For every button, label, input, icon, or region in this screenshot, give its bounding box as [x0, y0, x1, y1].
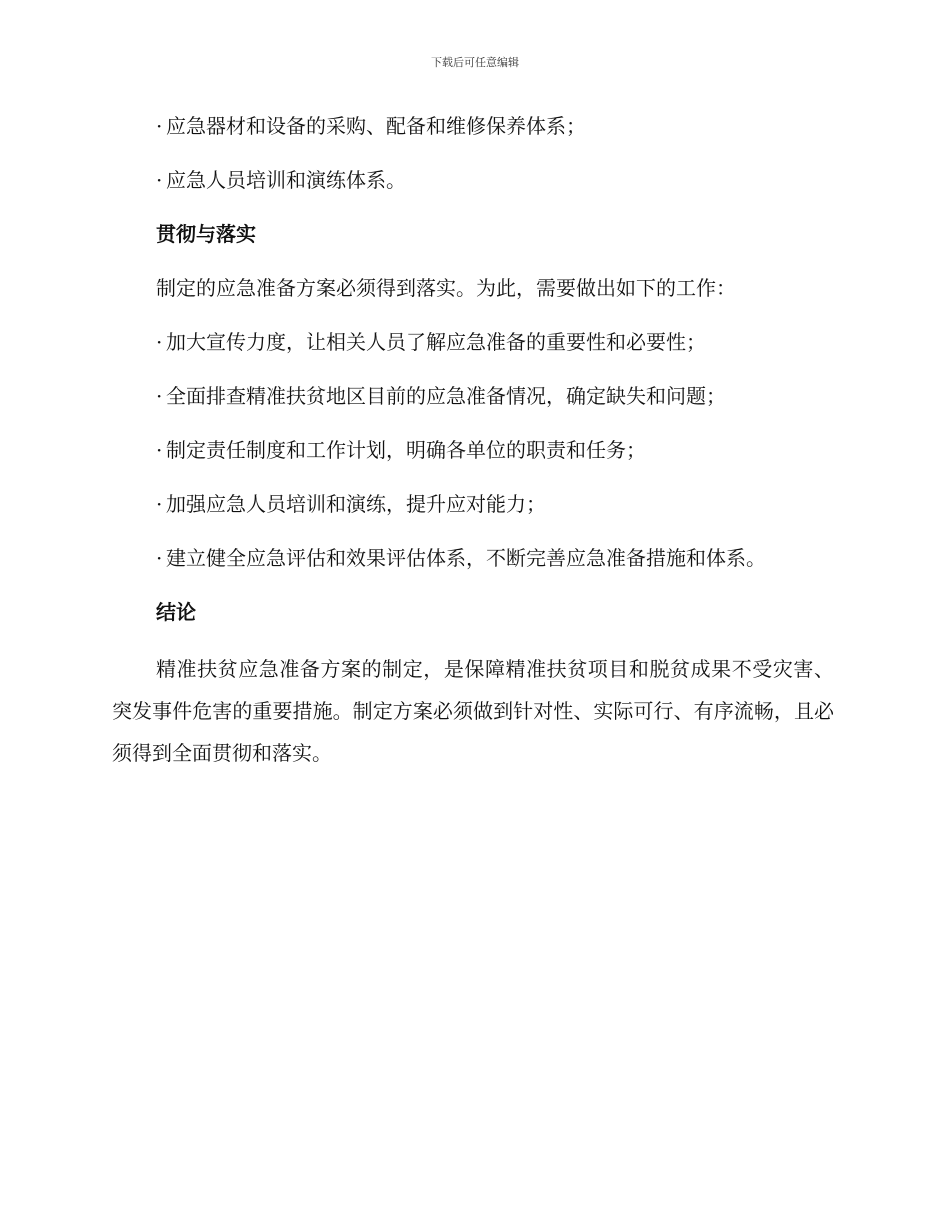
list-item [112, 378, 834, 414]
list-item-text: 加大宣传力度，让相关人员了解应急准备的重要性和必要性； [166, 330, 706, 354]
bullet-symbol: · [156, 546, 163, 570]
section-intro-paragraph: 制定的应急准备方案必须得到落实。为此，需要做出如下的工作： [156, 276, 736, 300]
bullet-symbol: · [156, 438, 163, 462]
list-item [112, 540, 834, 576]
bullet-symbol: · [156, 330, 163, 354]
list-item [112, 324, 834, 360]
list-item-text: 应急人员培训和演练体系。 [166, 168, 406, 192]
list-item [112, 162, 834, 198]
page-header-note: 下载后可任意编辑 [431, 56, 519, 69]
list-item-text: 制定责任制度和工作计划，明确各单位的职责和任务； [166, 438, 646, 462]
list-item-text: 全面排查精准扶贫地区目前的应急准备情况，确定缺失和问题； [166, 384, 726, 408]
list-item [112, 486, 834, 522]
list-item-text: 应急器材和设备的采购、配备和维修保养体系； [166, 114, 586, 138]
section-heading-implementation: 贯彻与落实 [156, 222, 256, 246]
document-body [112, 108, 834, 774]
list-item [112, 432, 834, 468]
conclusion-paragraph: 精准扶贫应急准备方案的制定，是保障精准扶贫项目和脱贫成果不受灾害、突发事件危害的重要措施。制定方案必须做到针对性、实际可行、有序流畅，且必须得到全面贯彻和落实。 [112, 657, 834, 765]
bullet-symbol: · [156, 114, 163, 138]
bullet-symbol: · [156, 384, 163, 408]
bullet-symbol: · [156, 492, 163, 516]
list-item-text: 加强应急人员培训和演练，提升应对能力； [166, 492, 546, 516]
section-heading-conclusion: 结论 [156, 600, 196, 624]
list-item [112, 108, 834, 144]
list-item-text: 建立健全应急评估和效果评估体系，不断完善应急准备措施和体系。 [166, 546, 766, 570]
bullet-symbol: · [156, 168, 163, 192]
